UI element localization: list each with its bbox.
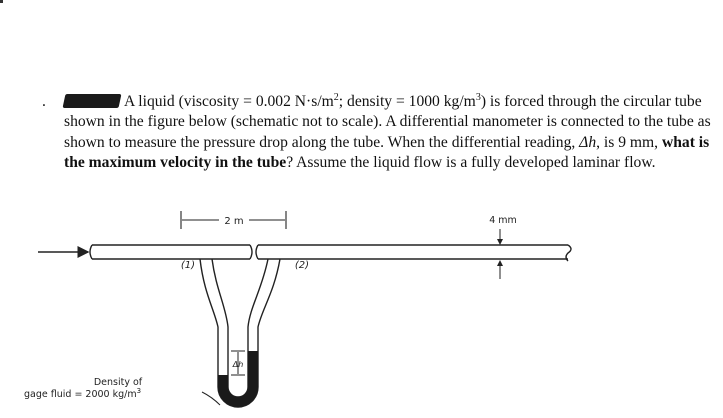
spacing-label: 2 m — [224, 216, 244, 227]
tube-segment-right — [256, 245, 571, 261]
delta-h-symbol: Δh — [579, 133, 597, 151]
problem-text-5: ? Assume the liquid flow is a fully developed laminar flow. — [286, 154, 656, 172]
tube-segment-left — [90, 245, 252, 259]
list-bullet: . — [42, 93, 46, 110]
problem-text-3: ) is forced through the circular tube shown in the figure below (schematic not to scale). A differential manometer is connected to the tube as shown to measure the pressure drop along the tube. When the differential reading, — [64, 93, 711, 151]
gage-label-line2 — [24, 387, 141, 400]
problem-text-4: , is 9 mm, — [596, 133, 662, 151]
redacted-label — [63, 94, 122, 108]
problem-text-1: A liquid (viscosity = 0.002 N·s/m — [124, 93, 334, 110]
problem-statement — [42, 91, 719, 174]
section-1-label: (1) — [180, 260, 196, 271]
delta-h-label: Δh — [232, 360, 244, 369]
gage-label-text: gage fluid = 2000 kg/m — [24, 389, 137, 400]
problem-text-2: ; density = 1000 kg/m — [338, 93, 476, 110]
manometer-diagram — [0, 205, 723, 418]
exponent-2: 3 — [475, 91, 481, 103]
manometer-u-tube — [200, 259, 280, 407]
section-2-label: (2) — [294, 260, 310, 271]
gage-label-exponent: 3 — [136, 387, 142, 395]
gage-label-leader — [202, 392, 220, 405]
diameter-label: 4 mm — [489, 215, 517, 226]
exponent-1: 2 — [333, 91, 339, 103]
gage-label-line1: Density of — [93, 377, 143, 388]
manometer-figure — [0, 205, 723, 418]
corner-mark — [0, 0, 3, 3]
problem-question: what is the maximum velocity in the tube — [64, 133, 710, 172]
